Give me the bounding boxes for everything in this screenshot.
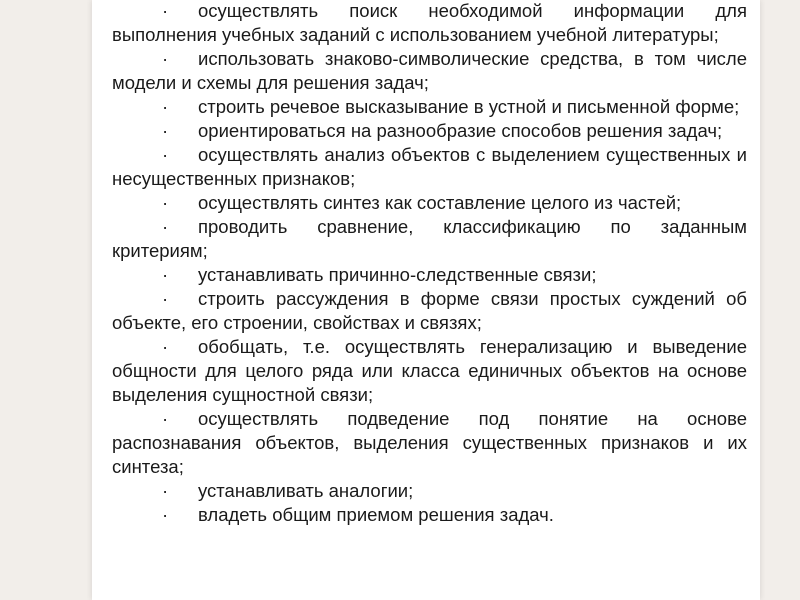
list-item	[112, 263, 747, 287]
bullet-marker: ·	[162, 192, 169, 213]
list-item-text: осуществлять подведение под понятие на основе распознавания объектов, выделения существенных признаков и их синтеза;	[112, 408, 747, 477]
list-item	[112, 191, 747, 215]
bullet-marker: ·	[162, 0, 169, 21]
bullet-marker: ·	[162, 408, 169, 429]
document-page	[92, 0, 760, 600]
bullet-marker: ·	[162, 96, 169, 117]
list-item-text: ориентироваться на разнообразие способов решения задач;	[198, 120, 723, 141]
list-item-text: обобщать, т.е. осуществлять генерализацию и выведение общности для целого ряда или класса единичных объектов на основе выделения сущностной связи;	[112, 336, 747, 405]
bullet-list	[112, 0, 747, 527]
bullet-marker: ·	[162, 48, 169, 69]
bullet-marker: ·	[162, 144, 169, 165]
list-item	[112, 479, 747, 503]
bullet-marker: ·	[162, 336, 169, 357]
bullet-marker: ·	[162, 504, 169, 525]
list-item	[112, 215, 747, 263]
list-item-text: проводить сравнение, классификацию по заданным критериям;	[112, 216, 747, 261]
list-item-text: владеть общим приемом решения задач.	[198, 504, 554, 525]
list-item	[112, 407, 747, 479]
list-item	[112, 95, 747, 119]
list-item	[112, 0, 747, 47]
list-item-text: осуществлять синтез как составление целого из частей;	[198, 192, 682, 213]
bullet-marker: ·	[162, 264, 169, 285]
list-item-text: осуществлять анализ объектов с выделением существенных и несущественных признаков;	[112, 144, 747, 189]
list-item	[112, 335, 747, 407]
list-item-text: использовать знаково-символические средства, в том числе модели и схемы для решения задач;	[112, 48, 747, 93]
bullet-marker: ·	[162, 216, 169, 237]
list-item-text: устанавливать причинно-следственные связи;	[198, 264, 597, 285]
list-item-text: устанавливать аналогии;	[198, 480, 414, 501]
list-item	[112, 143, 747, 191]
list-item	[112, 287, 747, 335]
list-item-text: осуществлять поиск необходимой информации для выполнения учебных заданий с использованием учебной литературы;	[112, 0, 747, 45]
list-item	[112, 47, 747, 95]
list-item	[112, 119, 747, 143]
list-item	[112, 503, 747, 527]
list-item-text: строить рассуждения в форме связи простых суждений об объекте, его строении, свойствах и связях;	[112, 288, 747, 333]
bullet-marker: ·	[162, 120, 169, 141]
list-item-text: строить речевое высказывание в устной и письменной форме;	[198, 96, 740, 117]
bullet-marker: ·	[162, 288, 169, 309]
bullet-marker: ·	[162, 480, 169, 501]
